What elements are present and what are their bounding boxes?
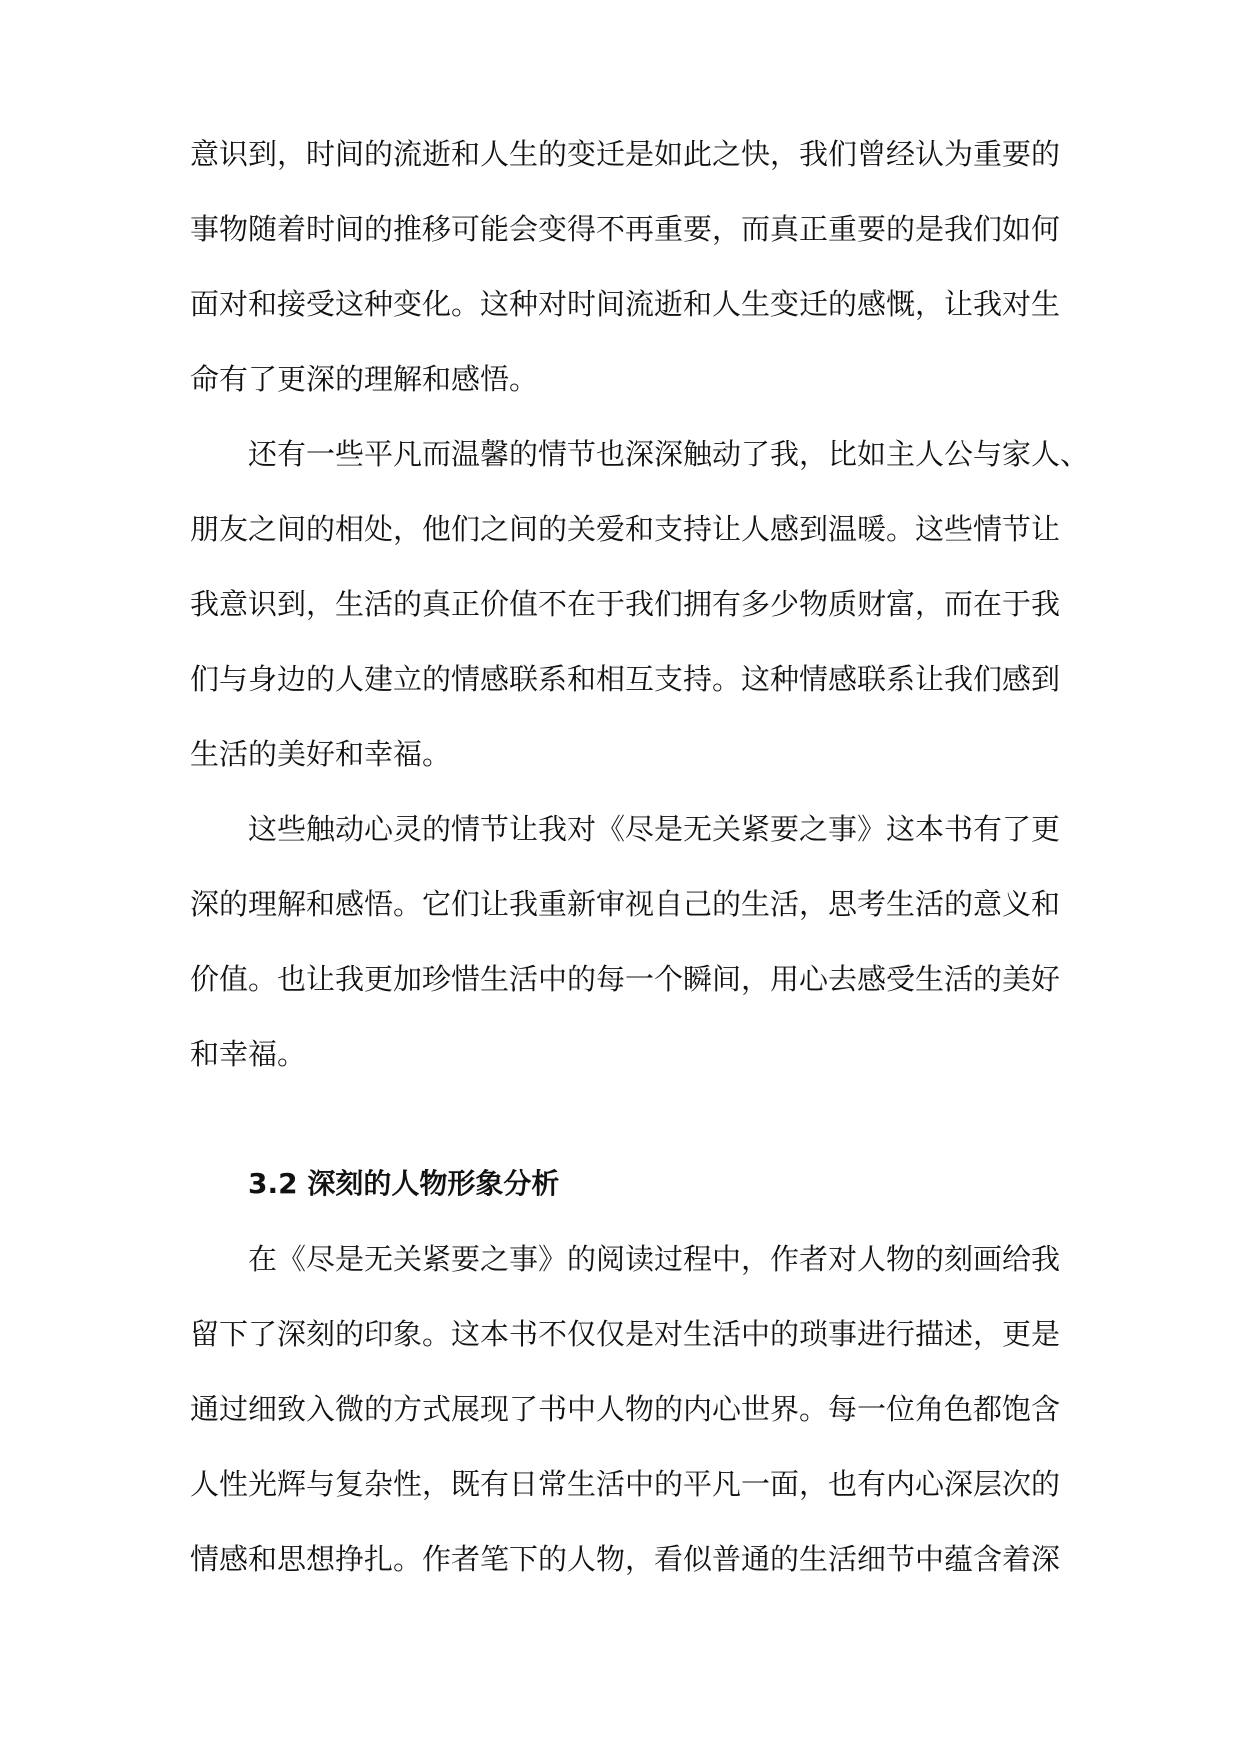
paragraph-line: 这些触动心灵的情节让我对《尽是无关紧要之事》这本书有了更 (248, 812, 1061, 846)
paragraph-line: 面对和接受这种变化。这种对时间流逝和人生变迁的感慨，让我对生 (190, 287, 1061, 321)
paragraph-line: 生活的美好和幸福。 (190, 737, 452, 771)
paragraph-line: 朋友之间的相处，他们之间的关爱和支持让人感到温暖。这些情节让 (190, 512, 1061, 546)
paragraph-line: 人性光辉与复杂性，既有日常生活中的平凡一面，也有内心深层次的 (190, 1467, 1061, 1501)
paragraph-line: 留下了深刻的印象。这本书不仅仅是对生活中的琐事进行描述，更是 (190, 1317, 1061, 1351)
paragraph-line: 价值。也让我更加珍惜生活中的每一个瞬间，用心去感受生活的美好 (190, 962, 1061, 996)
paragraph-line: 在《尽是无关紧要之事》的阅读过程中，作者对人物的刻画给我 (248, 1242, 1061, 1276)
paragraph-line: 还有一些平凡而温馨的情节也深深触动了我，比如主人公与家人、 (248, 437, 1090, 471)
paragraph-line: 们与身边的人建立的情感联系和相互支持。这种情感联系让我们感到 (190, 662, 1061, 696)
section-heading: 3.2 深刻的人物形象分析 (248, 1167, 560, 1200)
paragraph-line: 和幸福。 (190, 1037, 307, 1071)
paragraph-line: 命有了更深的理解和感悟。 (190, 362, 539, 396)
paragraph-line: 事物随着时间的推移可能会变得不再重要，而真正重要的是我们如何 (190, 212, 1061, 246)
paragraph-line: 我意识到，生活的真正价值不在于我们拥有多少物质财富，而在于我 (190, 587, 1061, 621)
paragraph-line: 意识到，时间的流逝和人生的变迁是如此之快，我们曾经认为重要的 (190, 137, 1061, 171)
paragraph-line: 通过细致入微的方式展现了书中人物的内心世界。每一位角色都饱含 (190, 1392, 1061, 1426)
paragraph-line: 情感和思想挣扎。作者笔下的人物，看似普通的生活细节中蕴含着深 (190, 1542, 1061, 1576)
paragraph-line: 深的理解和感悟。它们让我重新审视自己的生活，思考生活的意义和 (190, 887, 1061, 921)
